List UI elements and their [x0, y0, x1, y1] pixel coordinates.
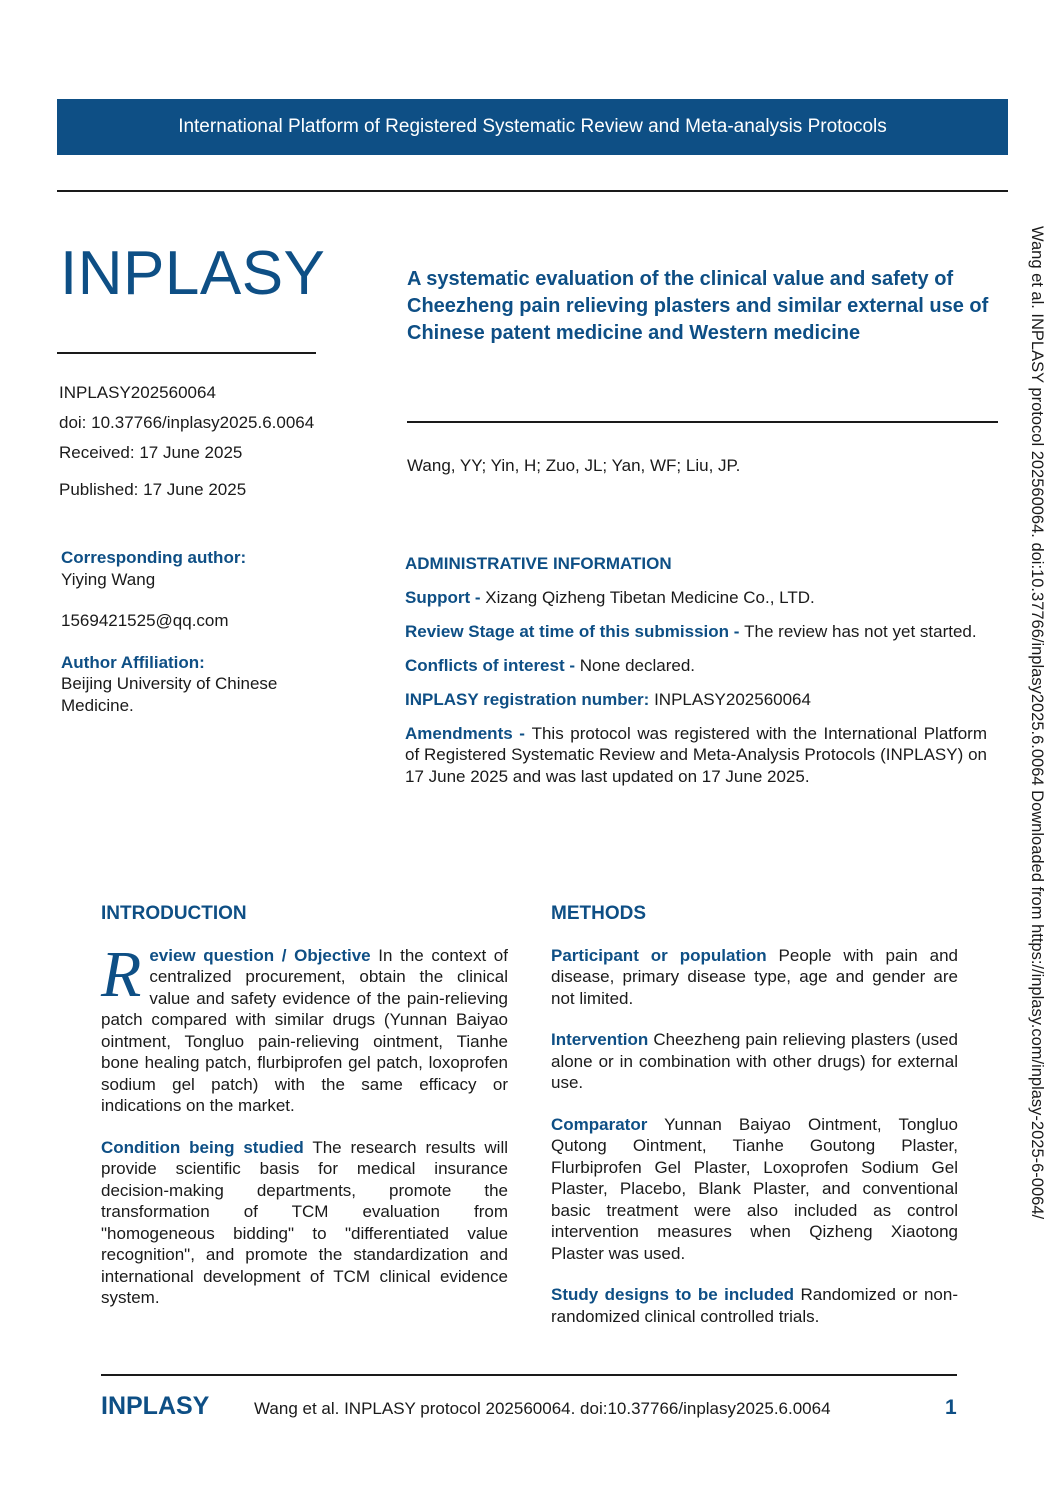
review-stage-item	[405, 621, 987, 643]
registration-value: INPLASY202560064	[654, 689, 811, 709]
platform-banner	[57, 99, 1008, 155]
title-divider	[407, 421, 998, 423]
published-date: Published: 17 June 2025	[59, 480, 247, 499]
support-label: Support -	[405, 587, 486, 607]
introduction-heading: INTRODUCTION	[101, 903, 247, 924]
received-date: Received: 17 June 2025	[59, 443, 243, 462]
review-question-paragraph	[101, 937, 508, 1117]
brand-logo-text: INPLASY	[60, 239, 326, 308]
condition-paragraph	[101, 1137, 508, 1309]
admin-heading: ADMINISTRATIVE INFORMATION	[405, 554, 672, 573]
corresponding-author-email[interactable]: 1569421525@qq.com	[61, 611, 229, 630]
registration-label: INPLASY registration number:	[405, 689, 655, 709]
brand-divider	[57, 352, 316, 354]
study-design-text: Randomized or non-randomized clinical controlled trials.	[551, 1285, 958, 1326]
support-value: Xizang Qizheng Tibetan Medicine Co., LTD.	[485, 587, 815, 607]
study-design-paragraph	[551, 1284, 958, 1327]
article-title: A systematic evaluation of the clinical value and safety of Cheezheng pain relieving plasters and similar external use of Chinese patent medicine and Western medicine	[407, 268, 989, 344]
review-stage-label: Review Stage at time of this submission -	[405, 621, 745, 641]
methods-column	[551, 903, 958, 1347]
affiliation-label: Author Affiliation:	[61, 652, 205, 672]
review-question-text: In the context of centralized procurement, obtain the clinical value and safety evidence of the pain-relieving patch compared with similar drugs (Yunnan Baiyao ointment, Tongluo pain-relieving ointment, Tianhe bone healing patch, flurbiprofen gel patch, loxoprofen sodium gel patch) with the same efficacy or indications on the market.	[101, 945, 508, 1115]
affiliation-text: Beijing University of Chinese Medicine.	[61, 674, 278, 715]
condition-label: Condition being studied	[101, 1137, 304, 1157]
population-paragraph	[551, 945, 958, 1010]
protocol-meta	[59, 378, 314, 505]
population-label: Participant or population	[551, 945, 767, 965]
review-stage-value: The review has not yet started.	[744, 621, 977, 641]
condition-text: The research results will provide scientific basis for medical insurance decision-making departments, promote the transformation of TCM evaluation from "homogeneous bidding" to "differentiated value recognition", and promote the standardization and international development of TCM clinical evidence system.	[101, 1137, 509, 1307]
banner-title: International Platform of Registered Systematic Review and Meta-analysis Protocols	[178, 116, 887, 137]
intervention-text: Cheezheng pain relieving plasters (used alone or in combination with other drugs) for external use.	[551, 1030, 958, 1092]
review-question-label: eview question / Objective	[149, 945, 371, 965]
side-download-note: Wang et al. INPLASY protocol 202560064. doi:10.37766/inplasy2025.6.0064 Downloaded from https://inplasy.com/inplasy-2025-6-0064/	[1028, 226, 1046, 1220]
footer-citation: Wang et al. INPLASY protocol 202560064. doi:10.37766/inplasy2025.6.0064	[254, 1399, 831, 1418]
protocol-doi: doi: 10.37766/inplasy2025.6.0064	[59, 413, 315, 432]
correspondence-block	[61, 547, 321, 716]
top-divider	[57, 190, 1008, 192]
drop-cap: R	[101, 937, 142, 1011]
comparator-text: Yunnan Baiyao Ointment, Tongluo Qutong Ointment, Tianhe Goutong Plaster, Flurbiprofen Gel Plaster, Loxoprofen Sodium Gel Plaster, Placebo, Blank Plaster, and conventional basic treatment were also included as control intervention measures when Qizheng Xiaotong Plaster was used.	[551, 1114, 958, 1263]
amendments-label: Amendments -	[405, 723, 532, 743]
corresponding-author-label: Corresponding author:	[61, 548, 247, 567]
registration-item	[405, 689, 987, 711]
administrative-info	[405, 553, 987, 800]
intervention-label: Intervention	[551, 1030, 649, 1049]
comparator-label: Comparator	[551, 1114, 648, 1134]
support-item	[405, 587, 987, 609]
introduction-column	[101, 903, 508, 1329]
page-number: 1	[945, 1396, 957, 1419]
comparator-paragraph	[551, 1114, 958, 1265]
study-design-label: Study designs to be included	[551, 1285, 795, 1304]
population-text: People with pain and disease, primary disease type, age and gender are not limited.	[551, 945, 958, 1008]
footer-brand: INPLASY	[101, 1392, 210, 1420]
conflicts-value: None declared.	[579, 655, 696, 675]
amendments-item	[405, 723, 987, 788]
amendments-value: This protocol was registered with the International Platform of Registered Systematic Review and Meta-Analysis Protocols (INPLASY) on 17 June 2025 and was last updated on 17 June 2025.	[405, 723, 987, 786]
conflicts-label: Conflicts of interest -	[405, 655, 580, 675]
intervention-paragraph	[551, 1029, 958, 1094]
conflicts-item	[405, 655, 987, 677]
footer-divider	[101, 1374, 957, 1376]
author-list: Wang, YY; Yin, H; Zuo, JL; Yan, WF; Liu, JP.	[407, 456, 741, 475]
methods-heading: METHODS	[551, 903, 646, 924]
corresponding-author-name: Yiying Wang	[61, 569, 156, 589]
protocol-id: INPLASY202560064	[59, 383, 216, 402]
